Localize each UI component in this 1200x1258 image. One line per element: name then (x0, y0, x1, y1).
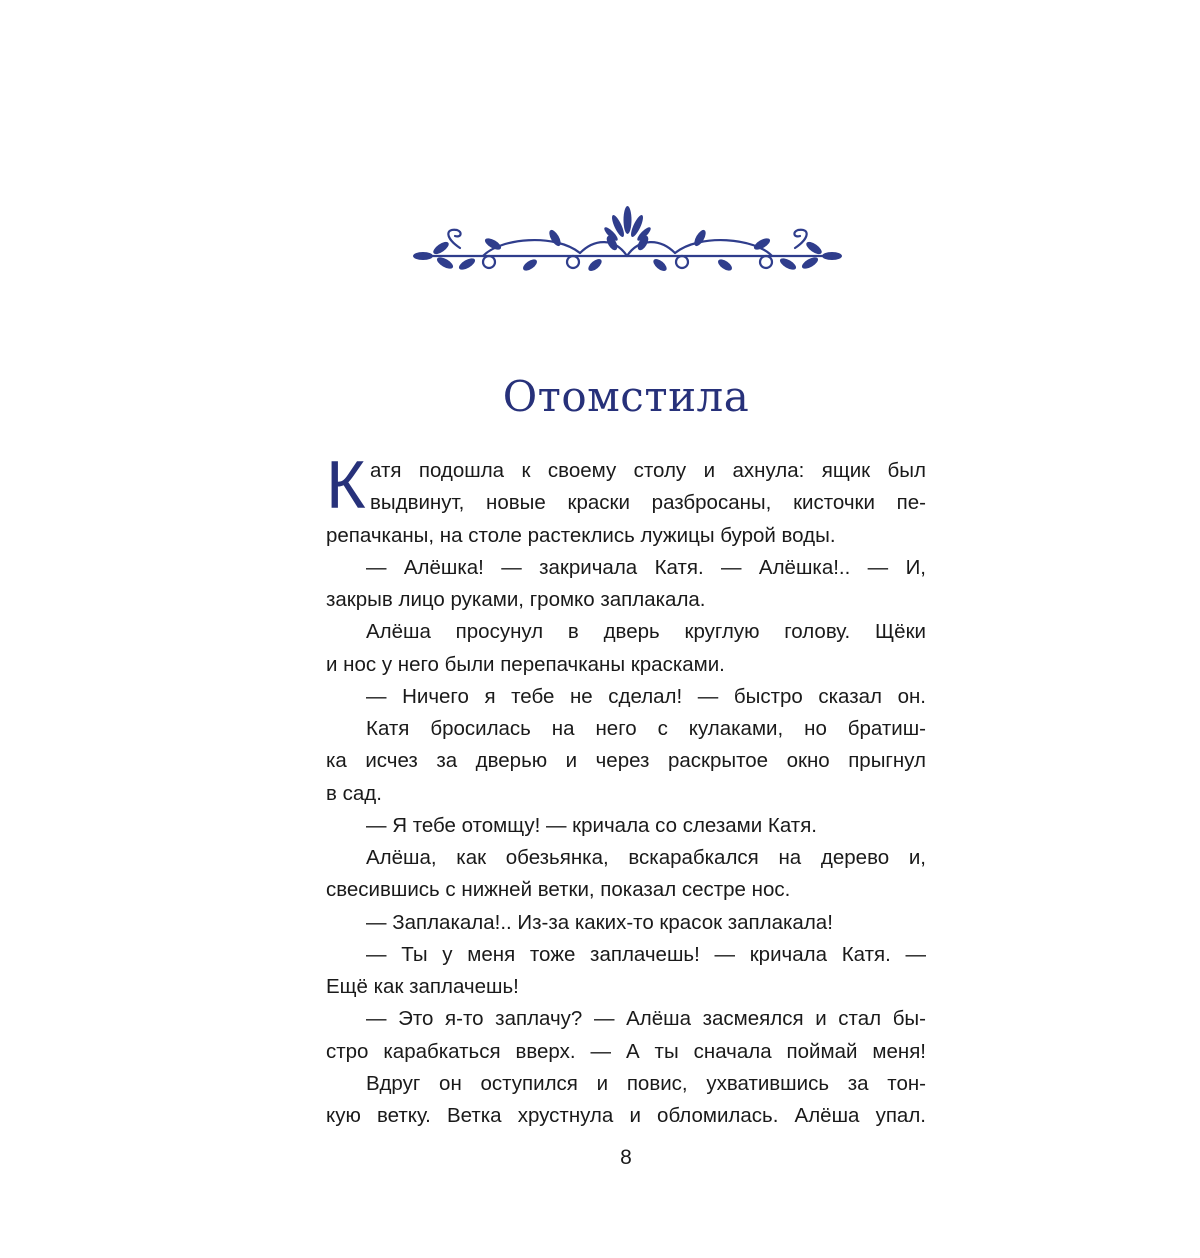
text-line: кую ветку. Ветка хрустнула и обломилась. Алёша упал. (326, 1104, 926, 1127)
text-line: Алёша, как обезьянка, вскарабкался на дерево и, (366, 846, 926, 869)
text-line: Вдруг он оступился и повис, ухватившись за тон- (366, 1071, 926, 1095)
text-line: — Я тебе отомщу! — кричала со слезами Катя. (366, 813, 817, 837)
text-line: в сад. (326, 781, 382, 805)
text-line: стро карабкаться вверх. — А ты сначала поймай меня! (326, 1039, 926, 1063)
text-line: — Это я-то заплачу? — Алёша засмеялся и стал бы- (366, 1007, 926, 1031)
text-line: Ещё как заплачешь! (326, 975, 519, 998)
text-line: свесившись с нижней ветки, показал сестре нос. (326, 878, 791, 902)
text-line: — Ты у меня тоже заплачешь! — кричала Катя. — (366, 942, 926, 966)
text-line: Алёша просунул в дверь круглую голову. Щёки (366, 620, 926, 644)
body-text (326, 447, 926, 1132)
text-line: атя подошла к своему столу и ахнула: ящик был (370, 459, 926, 482)
page-number: 8 (620, 1146, 632, 1169)
text-line: закрыв лицо руками, громко заплакала. (326, 588, 706, 611)
text-line: — Ничего я тебе не сделал! — быстро сказал он. (366, 684, 926, 708)
text-line: репачканы, на столе растеклись лужицы бурой воды. (326, 523, 836, 547)
text-line: выдвинут, новые краски разбросаны, кисточки пе- (370, 491, 926, 515)
chapter-title: Отомстила (502, 372, 750, 421)
text-line: — Заплакала!.. Из-за каких-то красок заплакала! (366, 910, 833, 934)
text-line: и нос у него были перепачканы красками. (326, 652, 725, 676)
text-line: Катя бросилась на него с кулаками, но братиш- (366, 717, 926, 740)
floral-ornament-divider (405, 198, 850, 278)
text-line: ка исчез за дверью и через раскрытое окно прыгнул (326, 749, 926, 773)
text-line: — Алёшка! — закричала Катя. — Алёшка!.. — И, (366, 555, 926, 579)
drop-cap: К (326, 447, 366, 523)
